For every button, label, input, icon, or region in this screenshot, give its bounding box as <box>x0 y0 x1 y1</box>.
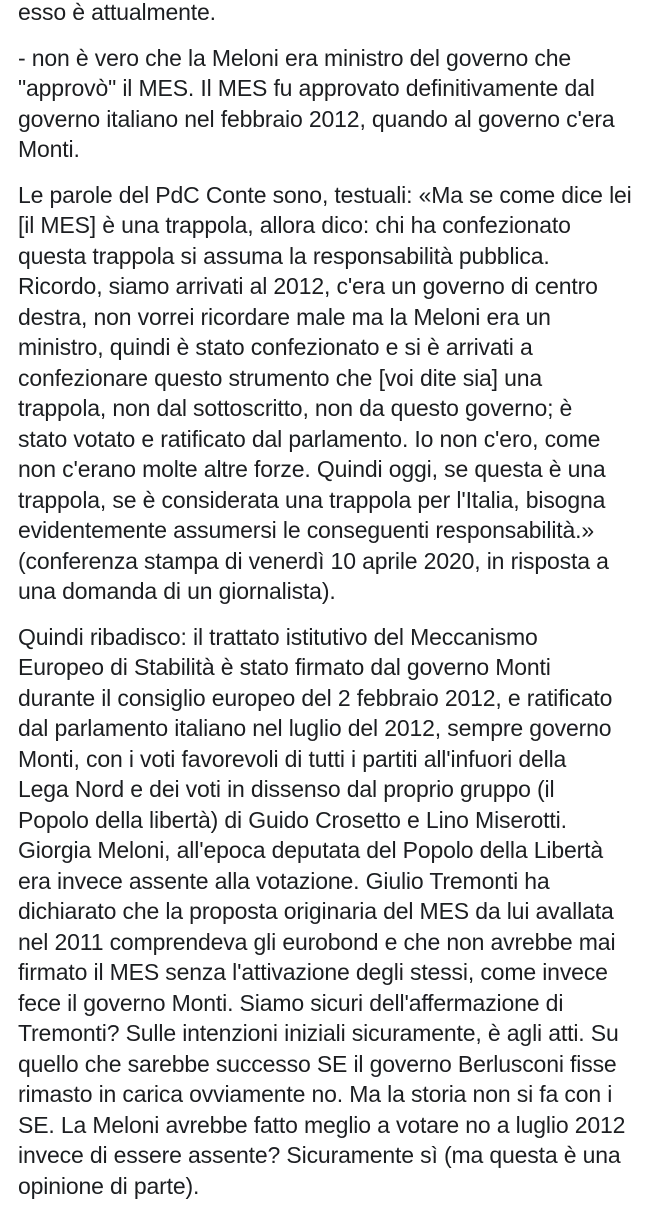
text-line: ministro, quindi è stato confezionato e si è arrivati a <box>18 334 533 360</box>
text-line: Quindi ribadisco: il trattato istitutivo del Meccanismo <box>18 623 538 650</box>
text-line: Ricordo, siamo arrivati al 2012, c'era un governo di centro <box>18 273 598 299</box>
text-line: invece di essere assente? Sicuramente sì (ma questa è una <box>18 1142 621 1168</box>
text-line: governo italiano nel febbraio 2012, quando al governo c'era <box>18 105 615 132</box>
text-line: una domanda di un giornalista). <box>18 578 336 604</box>
text-line: stato votato e ratificato dal parlamento. Io non c'ero, come <box>18 425 601 452</box>
text-line: era invece assente alla votazione. Giulio Tremonti ha <box>18 867 550 894</box>
text-line: Popolo della libertà) di Guido Crosetto e Lino Miserotti. <box>18 806 567 833</box>
text-line: Lega Nord e dei voti in dissenso dal proprio gruppo (il <box>18 776 555 802</box>
text-line: opinione di parte). <box>18 1172 200 1199</box>
text-line: durante il consiglio europeo del 2 febbraio 2012, e ratificato <box>18 684 613 711</box>
text-line: - non è vero che la Meloni era ministro del governo che <box>18 44 571 71</box>
text-line: "approvò" il MES. Il MES fu approvato definitivamente dal <box>18 75 595 101</box>
text-line: rimasto in carica ovviamente no. Ma la storia non si fa con i <box>18 1081 613 1107</box>
text-line: trappola, non dal sottoscritto, non da questo governo; è <box>18 395 573 421</box>
text-line: Le parole del PdC Conte sono, testuali: «Ma se come dice lei <box>18 181 632 208</box>
text-line: destra, non vorrei ricordare male ma la Meloni era un <box>18 303 551 330</box>
text-line: questa trappola si assuma la responsabilità pubblica. <box>18 242 550 269</box>
text-line: firmato il MES senza l'attivazione degli stessi, come invece <box>18 959 608 985</box>
paragraph-4 <box>18 622 658 1202</box>
text-line: Monti, con i voti favorevoli di tutti i partiti all'infuori della <box>18 745 567 772</box>
paragraph-3 <box>18 180 658 607</box>
text-line: esso è attualmente. <box>18 0 216 25</box>
text-line: Monti. <box>18 136 80 162</box>
text-line: Tremonti? Sulle intenzioni iniziali sicuramente, è agli atti. Su <box>18 1020 619 1046</box>
paragraph-2 <box>18 43 658 165</box>
post-text-body <box>18 0 658 1216</box>
text-line: trappola, se è considerata una trappola per l'Italia, bisogna <box>18 486 606 513</box>
text-line: non c'erano molte altre forze. Quindi oggi, se questa è una <box>18 456 606 482</box>
text-line: confezionare questo strumento che [voi dite sia] una <box>18 364 543 391</box>
text-line: Europeo di Stabilità è stato firmato dal governo Monti <box>18 654 551 680</box>
text-line: dal parlamento italiano nel luglio del 2012, sempre governo <box>18 715 612 741</box>
text-line: fece il governo Monti. Siamo sicuri dell'affermazione di <box>18 989 564 1016</box>
text-line: (conferenza stampa di venerdì 10 aprile 2020, in risposta a <box>18 547 609 574</box>
text-line: dichiarato che la proposta originaria del MES da lui avallata <box>18 898 614 924</box>
text-line: SE. La Meloni avrebbe fatto meglio a votare no a luglio 2012 <box>18 1111 626 1138</box>
text-line: quello che sarebbe successo SE il governo Berlusconi fisse <box>18 1050 617 1077</box>
text-line: [il MES] è una trappola, allora dico: chi ha confezionato <box>18 212 571 238</box>
paragraph-1 <box>18 0 658 28</box>
text-line: evidentemente assumersi le conseguenti responsabilità.» <box>18 517 595 543</box>
text-line: Giorgia Meloni, all'epoca deputata del Popolo della Libertà <box>18 837 603 863</box>
text-line: nel 2011 comprendeva gli eurobond e che non avrebbe mai <box>18 928 616 955</box>
